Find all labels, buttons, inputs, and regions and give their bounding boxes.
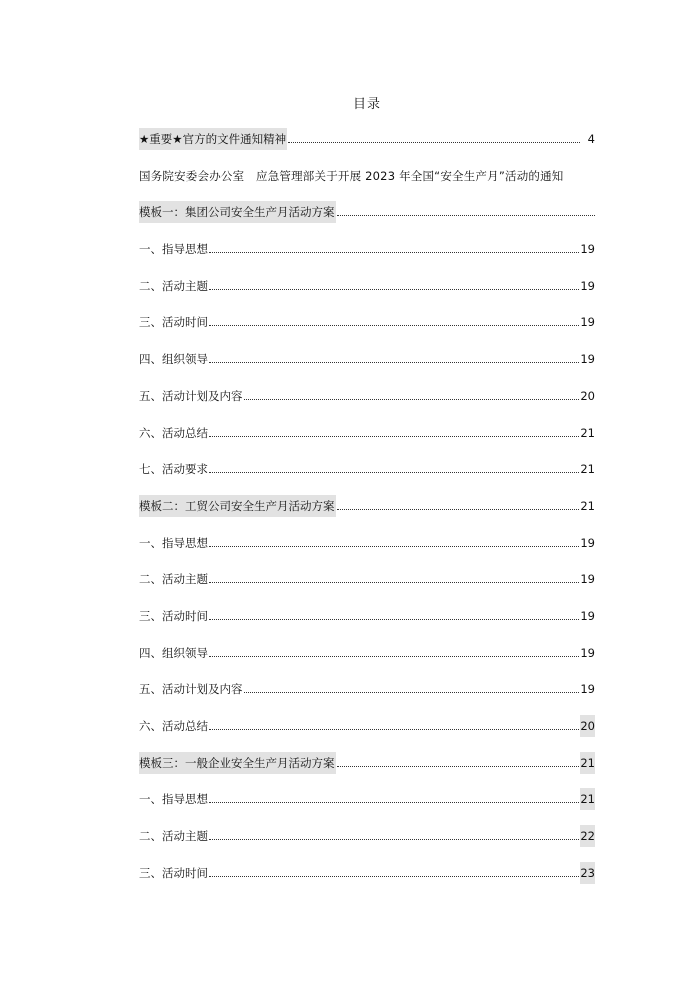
toc-entry[interactable] <box>139 348 595 385</box>
toc-leader-dots <box>209 532 579 547</box>
toc-entry[interactable] <box>139 605 595 642</box>
toc-entry-label: 三、活动时间 <box>139 315 208 330</box>
toc-entry-label: 五、活动计划及内容 <box>139 388 243 403</box>
toc-entry-page: 21 <box>580 498 595 513</box>
toc-entry-page: 19 <box>580 645 595 660</box>
toc-leader-dots <box>288 128 580 143</box>
toc-leader-dots <box>337 201 596 216</box>
toc-entry-page: 20 <box>580 715 595 737</box>
toc-leader-dots <box>209 605 579 620</box>
toc-entry-label: ★重要★官方的文件通知精神 <box>139 128 287 150</box>
toc-entry-page: 21 <box>580 462 595 477</box>
toc-entry-page: 4 <box>587 132 595 146</box>
toc-entry-page: 21 <box>580 788 595 810</box>
toc-entry-page: 21 <box>580 425 595 440</box>
toc-entry[interactable] <box>139 825 595 862</box>
toc-entry[interactable] <box>139 165 595 202</box>
toc-entry[interactable] <box>139 568 595 605</box>
toc-leader-dots <box>209 568 579 583</box>
toc-entry-page: 19 <box>580 682 595 697</box>
toc-leader-dots <box>209 788 579 803</box>
toc-entry-label: 模板二：工贸公司安全生产月活动方案 <box>139 495 336 517</box>
toc-entry-page: 20 <box>580 388 595 403</box>
toc-leader-dots <box>244 678 580 693</box>
toc-entry[interactable] <box>139 752 595 789</box>
toc-entry[interactable] <box>139 532 595 569</box>
toc-entry-label: 四、组织领导 <box>139 645 208 660</box>
toc-entry-label: 一、指导思想 <box>139 242 208 257</box>
toc-entry-label: 六、活动总结 <box>139 719 208 733</box>
toc-entry[interactable] <box>139 422 595 459</box>
toc-entry-label: 六、活动总结 <box>139 425 208 440</box>
toc-leader-dots <box>209 238 579 253</box>
toc-title: 目录 <box>352 97 381 112</box>
toc-entry-label: 三、活动时间 <box>139 608 208 623</box>
toc-entry[interactable] <box>139 458 595 495</box>
toc-entry-page: 19 <box>580 608 595 623</box>
toc-entry[interactable] <box>139 238 595 275</box>
toc-entry[interactable] <box>139 715 595 752</box>
toc-entry[interactable] <box>139 495 595 532</box>
toc-leader-dots <box>209 862 579 877</box>
toc-entry-page: 23 <box>580 862 595 884</box>
toc-entry[interactable] <box>139 642 595 679</box>
toc-entry-label: 模板一：集团公司安全生产月活动方案 <box>139 201 336 223</box>
toc-entry-label: 四、组织领导 <box>139 352 208 367</box>
toc-leader-dots <box>209 715 579 730</box>
toc-entry-label: 五、活动计划及内容 <box>139 682 243 697</box>
toc-entry-page: 19 <box>580 352 595 367</box>
toc-leader-dots <box>209 275 579 290</box>
toc-entry-label: 模板三：一般企业安全生产月活动方案 <box>139 752 336 774</box>
toc-entry[interactable] <box>139 128 595 165</box>
toc-leader-dots <box>209 422 579 437</box>
toc-entry-page: 19 <box>580 315 595 330</box>
toc-leader-dots <box>209 348 579 363</box>
toc-entry-page: 19 <box>580 572 595 587</box>
toc-entry[interactable] <box>139 311 595 348</box>
toc-entry[interactable] <box>139 275 595 312</box>
toc-leader-dots <box>209 825 579 840</box>
toc-entry-label: 二、活动主题 <box>139 278 208 293</box>
toc-entry-page: 19 <box>580 242 595 257</box>
toc-leader-dots <box>337 752 580 767</box>
toc-leader-dots <box>209 311 579 326</box>
toc-leader-dots <box>209 642 579 657</box>
toc-leader-dots <box>244 385 580 400</box>
toc-entry-label: 二、活动主题 <box>139 829 208 844</box>
toc-entry-page: 19 <box>580 278 595 293</box>
toc-entry[interactable] <box>139 678 595 715</box>
toc-entry[interactable] <box>139 862 595 899</box>
toc-entry-label: 二、活动主题 <box>139 572 208 587</box>
toc-entry-label: 一、指导思想 <box>139 535 208 550</box>
toc-entry[interactable] <box>139 385 595 422</box>
toc-entry[interactable] <box>139 788 595 825</box>
toc-entry[interactable] <box>139 201 595 238</box>
toc-entry-label: 三、活动时间 <box>139 865 208 880</box>
toc-leader-dots <box>209 458 579 473</box>
toc-entry-label: 一、指导思想 <box>139 792 208 807</box>
toc-entry-page: 19 <box>580 535 595 550</box>
toc-entry-label: 国务院安委会办公室 应急管理部关于开展 2023 年全国“安全生产月”活动的通知 <box>139 168 564 183</box>
toc-list <box>139 128 595 898</box>
toc-entry-page: 22 <box>580 825 595 847</box>
toc-leader-dots <box>337 495 580 510</box>
toc-entry-label: 七、活动要求 <box>139 462 208 477</box>
toc-entry-page: 21 <box>580 752 595 774</box>
